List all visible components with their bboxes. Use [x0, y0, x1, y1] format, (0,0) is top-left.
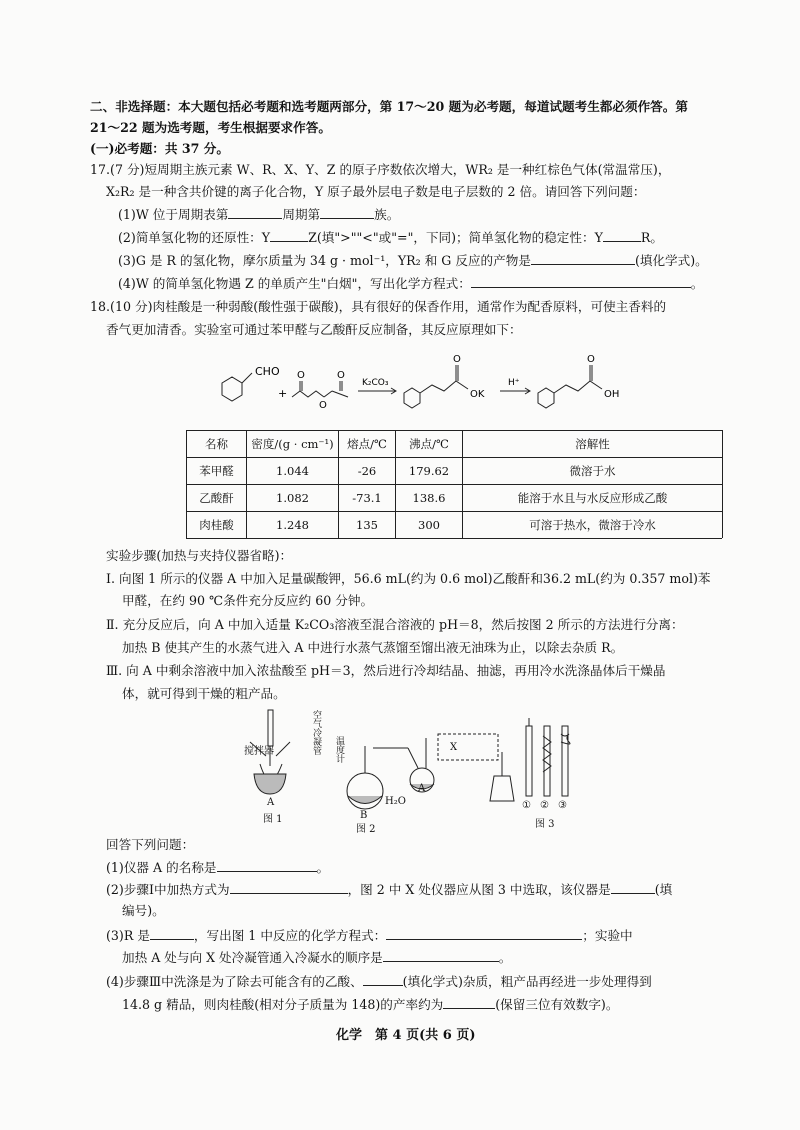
q18-p2-blank-heating[interactable] — [230, 880, 348, 894]
reaction-ok: OK — [470, 389, 485, 400]
reaction-scheme — [200, 345, 640, 420]
q17-p1-text-a: (1)W 位于周期表第 — [118, 207, 229, 222]
required-heading: (一)必考题：共 37 分。 — [90, 141, 229, 156]
q18-stem-line2: 香气更加清香。实验室可通过苯甲醛与乙酸酐反应制备，其反应原理如下： — [106, 322, 522, 337]
q18-p4-blank-yield[interactable] — [443, 995, 495, 1009]
label-flask-a-fig2: A — [418, 783, 426, 794]
label-condenser-1: ① — [522, 800, 531, 811]
q17-p3-text-a: (3)G 是 R 的氢化物，摩尔质量为 34 g · mol⁻¹，YR₂ 和 G 反应的产物是 — [118, 253, 531, 268]
q18-part4-cont — [122, 995, 618, 1014]
step3-line2: 体，就可得到干燥的粗产品。 — [122, 686, 286, 701]
label-air-condenser: 空气冷凝管 — [311, 710, 321, 755]
step2-line1: Ⅱ. 充分反应后，向 A 中加入适量 K₂CO₃溶液至混合溶液的 pH＝8，然后按图 2 所示的方法进行分离： — [106, 617, 684, 632]
reaction-catalyst: K₂CO₃ — [362, 378, 389, 388]
q17-p3-text-b: (填化学式)。 — [634, 253, 708, 268]
table-header-density: 密度/(g · cm⁻¹) — [251, 437, 334, 451]
q18-part2 — [106, 880, 672, 899]
q17-stem-line1: 17.(7 分)短周期主族元素 W、R、X、Y、Z 的原子序数依次增大，WR₂ 是一种红棕色气体(常温常压)， — [90, 162, 671, 177]
figure-3-condensers — [526, 718, 570, 796]
q17-p1-blank-period[interactable] — [228, 205, 282, 219]
step2-line2: 加热 B 使其产生的水蒸气进入 A 中进行水蒸气蒸馏至馏出液无油珠为止，以除去杂质 R。 — [122, 640, 624, 655]
step1-line2: 甲醛，在约 90 ℃条件充分反应约 60 分钟。 — [122, 593, 374, 608]
label-thermometer: 温度计 — [334, 736, 344, 763]
label-condenser-3: ③ — [558, 800, 567, 811]
q17-p2-text-a: (2)简单氢化物的还原性：Y — [118, 230, 271, 245]
table-cell: 能溶于水且与水反应形成乙酸 — [517, 491, 668, 505]
label-fig2: 图 2 — [356, 824, 376, 835]
q18-p2-text-b: ，图 2 中 X 处仪器应从图 3 中选取，该仪器是 — [347, 882, 611, 897]
q18-p3-blank-equation[interactable] — [386, 926, 582, 940]
q18-p4-blank-impurity[interactable] — [363, 972, 403, 986]
table-cell: 1.248 — [276, 518, 309, 532]
steps-title: 实验步骤(加热与夹持仪器省略)： — [106, 548, 293, 563]
table-cell: -73.1 — [352, 491, 382, 505]
q17-part3 — [118, 251, 708, 270]
page-footer: 化学 第 4 页(共 6 页) — [336, 1028, 476, 1043]
q17-part4 — [118, 274, 703, 293]
q18-p1-blank[interactable] — [217, 858, 317, 872]
reaction-o4: O — [453, 354, 461, 365]
q18-p4-text-d: (保留三位有效数字)。 — [495, 997, 619, 1012]
q18-p3-blank-order[interactable] — [383, 948, 499, 962]
table-cell: 135 — [356, 518, 378, 532]
q18-p2-text-a: (2)步骤Ⅰ中加热方式为 — [106, 882, 230, 897]
q18-p3-text-e: 。 — [498, 950, 512, 965]
q18-p4-text-b: (填化学式)杂质，粗产品再经进一步处理得到 — [402, 974, 652, 989]
table-cell: 乙酸酐 — [199, 491, 234, 505]
table-cell: -26 — [357, 464, 377, 478]
table-cell: 138.6 — [412, 491, 446, 505]
label-flask-a-fig1: A — [267, 797, 275, 808]
q17-p1-text-b: 周期第 — [282, 207, 321, 222]
q18-p4-text-c: 14.8 g 精品，则肉桂酸(相对分子质量为 148)的产率约为 — [122, 997, 444, 1012]
q17-p4-text-b: 。 — [690, 276, 704, 291]
q18-part3 — [106, 926, 633, 945]
label-h2o: H₂O — [385, 796, 406, 807]
q18-p3-text-c: ；实验中 — [582, 928, 633, 943]
table-header-name: 名称 — [205, 437, 228, 451]
q17-part1 — [118, 205, 399, 224]
q18-part3-cont — [122, 948, 511, 967]
reaction-plus: + — [278, 387, 288, 400]
q18-p3-text-a: (3)R 是 — [106, 928, 150, 943]
q18-stem-line1: 18.(10 分)肉桂酸是一种弱酸(酸性强于碳酸)，具有很好的保香作用，通常作为配香原料，可使主香料的 — [90, 299, 667, 314]
answer-title: 回答下列问题： — [106, 837, 195, 852]
q17-part2 — [118, 228, 663, 247]
benzene-ring-1 — [222, 377, 242, 401]
label-fig1: 图 1 — [263, 814, 283, 825]
reaction-o5: O — [587, 354, 595, 365]
q18-p4-text-a: (4)步骤Ⅲ中洗涤是为了除去可能含有的乙酸、 — [106, 974, 363, 989]
table-cell: 179.62 — [408, 464, 450, 478]
label-stirrer: 搅拌器 — [244, 746, 274, 757]
figure-2-apparatus — [347, 734, 514, 809]
table-header-solubility: 溶解性 — [575, 437, 610, 451]
table-cell: 1.082 — [276, 491, 309, 505]
q18-p1-text-a: (1)仪器 A 的名称是 — [106, 860, 217, 875]
q17-stem-line2: X₂R₂ 是一种含共价键的离子化合物，Y 原子最外层电子数是电子层数的 2 倍。请回答下列问题： — [106, 184, 646, 199]
table-cell: 可溶于热水，微溶于冷水 — [529, 518, 656, 532]
q18-p1-text-b: 。 — [316, 860, 330, 875]
q17-p2-text-b: Z(填">""<"或"="，下同)；简单氢化物的稳定性：Y — [308, 230, 603, 245]
table-header-bp: 沸点/℃ — [409, 437, 449, 451]
label-condenser-2: ② — [540, 800, 549, 811]
benzene-ring-2 — [404, 388, 420, 408]
q18-p3-text-d: 加热 A 处与向 X 处冷凝管通入冷凝水的顺序是 — [122, 950, 383, 965]
benzene-ring-3 — [538, 388, 554, 408]
q18-part2-cont: 编号)。 — [122, 903, 165, 918]
table-cell: 1.044 — [276, 464, 309, 478]
q17-p2-text-c: R。 — [640, 230, 663, 245]
table-cell: 苯甲醛 — [199, 464, 234, 478]
q18-part1 — [106, 858, 329, 877]
table-cell: 300 — [418, 518, 440, 532]
q18-p3-text-b: ，写出图 1 中反应的化学方程式： — [193, 928, 387, 943]
label-flask-b: B — [360, 810, 368, 821]
reaction-oh: OH — [604, 389, 620, 400]
q17-p4-text-a: (4)W 的简单氢化物遇 Z 的单质产生"白烟"，写出化学方程式： — [118, 276, 471, 291]
q17-p4-blank[interactable] — [471, 274, 691, 288]
step3-line1: Ⅲ. 向 A 中剩余溶液中加入浓盐酸至 pH＝3，然后进行冷却结晶、抽滤，再用冷水洗涤晶体后干燥晶 — [106, 663, 666, 678]
q17-p3-blank[interactable] — [531, 251, 635, 265]
q18-p2-blank-number[interactable] — [611, 880, 655, 894]
reaction-o1: O — [297, 370, 305, 381]
q17-p1-text-c: 族。 — [374, 207, 400, 222]
q17-p2-blank-reducing[interactable] — [270, 228, 308, 242]
q18-p3-blank-r[interactable] — [150, 926, 194, 940]
section-heading-line1: 二、非选择题：本大题包括必考题和选考题两部分，第 17～20 题为必考题，每道试题考生都必须作答。第 — [90, 99, 688, 114]
table-cell: 肉桂酸 — [199, 518, 234, 532]
reaction-cho: CHO — [255, 365, 280, 378]
reaction-hplus: H⁺ — [508, 378, 520, 388]
label-fig3: 图 3 — [535, 819, 555, 830]
q18-p2-text-c: (填 — [654, 882, 673, 897]
q17-p2-blank-stability[interactable] — [603, 228, 641, 242]
q18-part4 — [106, 972, 652, 991]
table-header-mp: 熔点/℃ — [347, 437, 387, 451]
table-cell: 微溶于水 — [569, 464, 616, 478]
q17-p1-blank-group[interactable] — [320, 205, 374, 219]
reaction-o3: O — [319, 400, 327, 411]
label-x: X — [450, 742, 458, 753]
reaction-o2: O — [337, 370, 345, 381]
step1-line1: Ⅰ. 向图 1 所示的仪器 A 中加入足量碳酸钾，56.6 mL(约为 0.6 mol)乙酸酐和36.2 mL(约为 0.357 mol)苯 — [106, 571, 711, 586]
section-heading-line2: 21～22 题为选考题，考生根据要求作答。 — [90, 120, 331, 135]
